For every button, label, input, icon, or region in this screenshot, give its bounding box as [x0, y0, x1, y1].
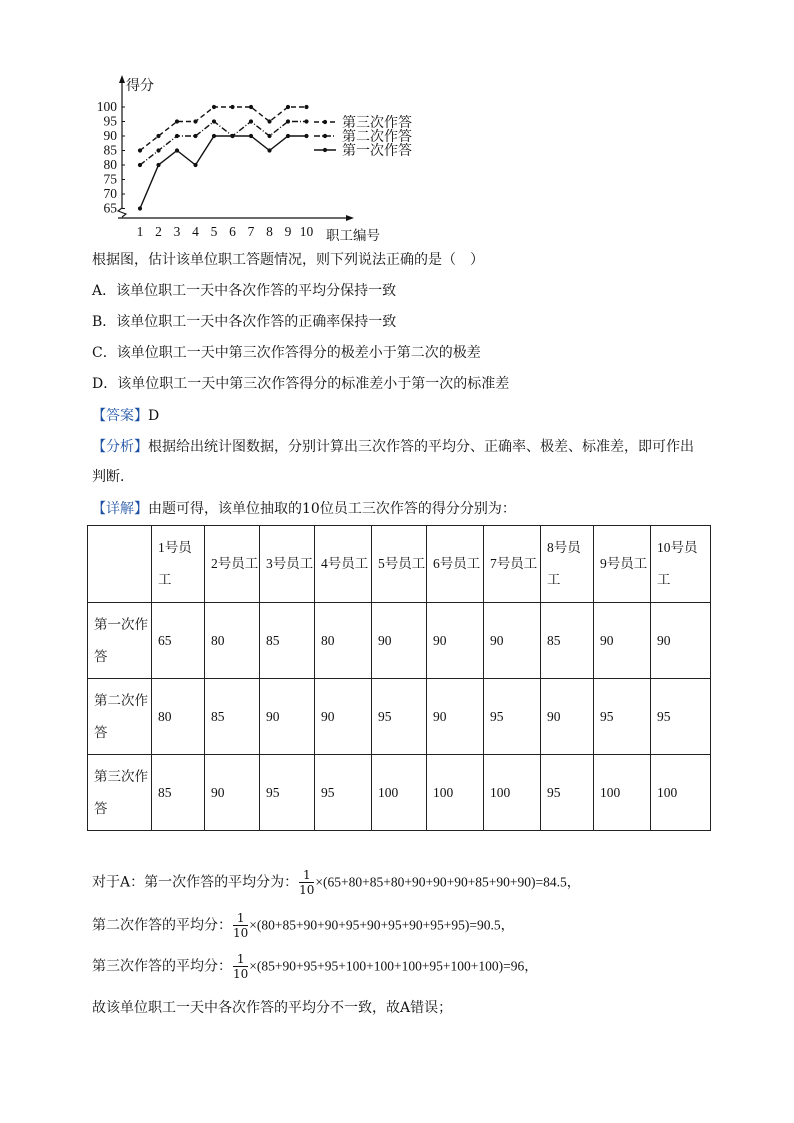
row-label: 第二次作答: [88, 679, 152, 755]
table-cell: 85: [260, 603, 315, 679]
x-tick-label: 4: [192, 224, 199, 239]
table-cell: 80: [152, 679, 205, 755]
x-axis-arrow: [346, 215, 354, 221]
analysis-tag: 【分析】: [92, 439, 148, 455]
series-line-2: [140, 122, 307, 166]
fraction-numerator: 1: [233, 952, 248, 967]
table-cell: 95: [484, 679, 541, 755]
table-header-cell: 6号员工: [427, 526, 484, 603]
y-tick-label: 100: [96, 99, 117, 114]
data-point: [249, 119, 253, 123]
data-point: [138, 163, 142, 167]
fraction-denominator: 10: [233, 926, 249, 940]
answer-value: D: [148, 408, 160, 424]
y-tick-label: 85: [103, 142, 117, 158]
chart-legend: [314, 115, 412, 159]
data-point: [175, 148, 179, 152]
data-point: [304, 119, 308, 123]
table-cell: 90: [372, 603, 427, 679]
table-cell: 90: [205, 755, 260, 831]
data-point: [175, 134, 179, 138]
x-tick-label: 7: [247, 224, 255, 239]
table-cell: 100: [484, 755, 541, 831]
table-header-cell: [88, 526, 152, 603]
x-tick-label: 6: [229, 224, 236, 239]
chart-series: [138, 105, 309, 211]
table-cell: 100: [372, 755, 427, 831]
data-point: [193, 134, 197, 138]
option-a: A．该单位职工一天中各次作答的平均分保持一致: [92, 283, 397, 299]
legend-label: 第一次作答: [342, 144, 412, 159]
table-cell: 100: [594, 755, 651, 831]
data-point: [267, 134, 271, 138]
table-row: [88, 755, 711, 831]
table-cell: 90: [315, 679, 372, 755]
data-point: [138, 206, 142, 210]
chart-axes: [97, 75, 380, 243]
data-point: [156, 163, 160, 167]
solution-prefix-1: 对于A：第一次作答的平均分为：: [92, 874, 299, 891]
option-c: C．该单位职工一天中第三次作答得分的极差小于第二次的极差: [92, 345, 481, 361]
detail-line: [92, 499, 516, 519]
y-axis-arrow: [119, 75, 125, 83]
table-cell: 80: [205, 603, 260, 679]
data-point: [286, 134, 290, 138]
table-header-cell: 7号员工: [484, 526, 541, 603]
scores-table: [87, 525, 711, 831]
table-header-cell: 1号员工: [152, 526, 205, 603]
fraction-1: [299, 868, 314, 897]
table-cell: 95: [651, 679, 711, 755]
y-tick-label: 75: [103, 171, 117, 187]
data-point: [193, 119, 197, 123]
table-header-row: [88, 526, 711, 603]
fraction-2: [233, 911, 248, 940]
legend-marker: [323, 120, 327, 124]
table-header-cell: 2号员工: [205, 526, 260, 603]
solution-expr-2: ×(80+85+90+90+95+90+95+90+95+95)=90.5，: [249, 917, 515, 933]
data-point: [230, 105, 234, 109]
data-point: [249, 134, 253, 138]
fraction-numerator: 1: [233, 911, 248, 926]
data-point: [249, 105, 253, 109]
y-tick-label: 70: [103, 186, 117, 201]
table-cell: 95: [594, 679, 651, 755]
table-cell: 95: [541, 755, 594, 831]
table-cell: 65: [152, 603, 205, 679]
data-point: [212, 119, 216, 123]
detail-text: 由题可得，该单位抽取的10位员工三次作答的得分分别为：: [148, 501, 516, 517]
data-point: [138, 148, 142, 152]
data-point: [286, 105, 290, 109]
legend-label: 第三次作答: [342, 116, 412, 131]
y-axis-label: 得分: [126, 79, 154, 94]
table-header-cell: 8号员工: [541, 526, 594, 603]
y-tick-label: 90: [103, 128, 117, 143]
solution-line-3: [92, 952, 538, 981]
table-cell: 90: [651, 603, 711, 679]
data-point: [304, 134, 308, 138]
table-cell: 90: [484, 603, 541, 679]
table-cell: 85: [205, 679, 260, 755]
x-tick-label: 5: [210, 224, 218, 239]
fraction-denominator: 10: [299, 883, 315, 897]
row-label: 第一次作答: [88, 603, 152, 679]
table-cell: 90: [260, 679, 315, 755]
table-row: [88, 679, 711, 755]
legend-label: 第二次作答: [342, 130, 412, 145]
solution-expr-1: ×(65+80+85+80+90+90+90+85+90+90)=84.5，: [315, 874, 581, 890]
legend-marker: [323, 148, 327, 152]
table-header-cell: 9号员工: [594, 526, 651, 603]
analysis-paragraph: [92, 432, 704, 492]
table-cell: 95: [260, 755, 315, 831]
data-point: [304, 105, 308, 109]
table-header-cell: 5号员工: [372, 526, 427, 603]
data-point: [212, 134, 216, 138]
analysis-text: 根据给出统计图数据，分别计算出三次作答的平均分、正确率、极差、标准差，即可作出判断．: [92, 439, 694, 485]
series-line-3: [140, 136, 307, 209]
data-point: [212, 105, 216, 109]
x-tick-label: 1: [136, 224, 144, 239]
data-point: [175, 119, 179, 123]
data-point: [267, 119, 271, 123]
table-cell: 95: [372, 679, 427, 755]
table-cell: 85: [152, 755, 205, 831]
table-header-cell: 4号员工: [315, 526, 372, 603]
fraction-numerator: 1: [299, 868, 314, 883]
x-tick-label: 10: [299, 224, 314, 239]
solution-prefix-3: 第三次作答的平均分：: [92, 958, 232, 975]
table-header-cell: 10号员工: [651, 526, 711, 603]
data-point: [156, 134, 160, 138]
data-point: [193, 163, 197, 167]
x-tick-label: 3: [173, 224, 181, 239]
option-d: D．该单位职工一天中第三次作答得分的标准差小于第一次的标准差: [92, 376, 510, 392]
table-cell: 90: [427, 679, 484, 755]
x-tick-label: 2: [155, 224, 162, 239]
solution-line-1: [92, 868, 580, 897]
x-tick-label: 9: [284, 224, 292, 239]
y-tick-label: 65: [103, 200, 117, 216]
solution-conclusion: 故该单位职工一天中各次作答的平均分不一致，故A错误；: [92, 1000, 453, 1016]
table-cell: 100: [651, 755, 711, 831]
legend-marker: [323, 134, 327, 138]
solution-expr-3: ×(85+90+95+95+100+100+100+95+100+100)=96，: [249, 958, 538, 974]
table-cell: 95: [315, 755, 372, 831]
score-line-chart: [90, 74, 430, 246]
solution-prefix-2: 第二次作答的平均分：: [92, 917, 232, 934]
table-cell: 90: [541, 679, 594, 755]
table-cell: 85: [541, 603, 594, 679]
table-cell: 90: [594, 603, 651, 679]
data-point: [286, 119, 290, 123]
question-stem: 根据图，估计该单位职工答题情况，则下列说法正确的是（ ）: [92, 252, 484, 268]
table-header-cell: 3号员工: [260, 526, 315, 603]
y-tick-label: 80: [103, 157, 117, 172]
answer-tag: 【答案】: [92, 408, 148, 424]
answer-line: [92, 406, 159, 426]
row-label: 第三次作答: [88, 755, 152, 831]
x-axis-label: 职工编号: [326, 228, 380, 243]
data-point: [267, 148, 271, 152]
y-axis-break: [118, 208, 126, 217]
solution-line-2: [92, 911, 514, 940]
table-row: [88, 603, 711, 679]
x-tick-label: 8: [266, 224, 273, 239]
table-cell: 80: [315, 603, 372, 679]
option-b: B．该单位职工一天中各次作答的正确率保持一致: [92, 314, 397, 330]
table-cell: 100: [427, 755, 484, 831]
detail-tag: 【详解】: [92, 501, 148, 517]
fraction-denominator: 10: [233, 967, 249, 981]
fraction-3: [233, 952, 248, 981]
data-point: [156, 148, 160, 152]
table-cell: 90: [427, 603, 484, 679]
y-tick-label: 95: [103, 113, 117, 129]
data-point: [230, 134, 234, 138]
